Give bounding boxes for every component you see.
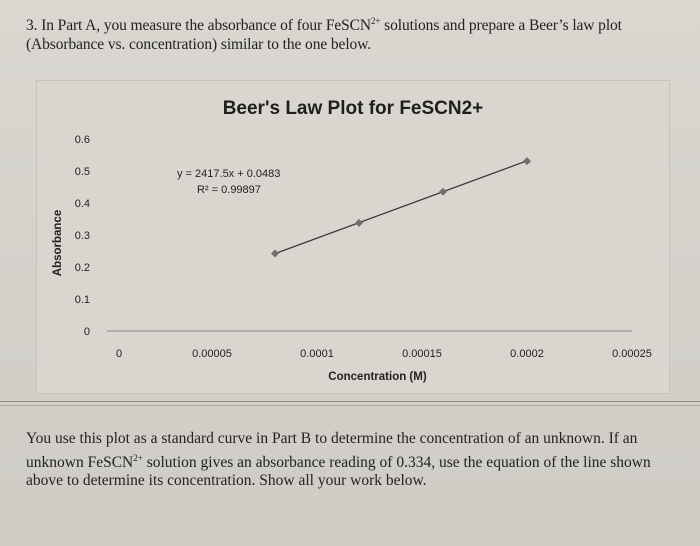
x-tick-label: 0.0002 <box>510 348 544 360</box>
data-point-marker <box>523 157 531 165</box>
answer-line1: You use this plot as a standard curve in Part B to determine the concentration of an unknown. <box>26 430 605 447</box>
x-tick-label: 0 <box>115 348 123 360</box>
question-superscript: 2+ <box>371 16 381 26</box>
trendline <box>275 161 527 254</box>
question-text <box>26 12 686 54</box>
data-point-marker <box>355 219 363 227</box>
data-point-marker <box>271 250 279 258</box>
y-tick-label: 0 <box>83 326 90 338</box>
y-axis-label: Absorbance <box>52 209 64 277</box>
divider-top <box>0 401 700 402</box>
question-suffix: solutions and prepare a Beer’s law plot (Absorbance vs. concentration) similar to the one below. <box>26 17 622 53</box>
chart-title: Beer's Law Plot for FeSCN2+ <box>222 98 484 119</box>
y-tick-label: 0.4 <box>74 198 90 210</box>
x-tick-label: 0.00015 <box>402 348 442 360</box>
question-prefix: 3. In Part A, you measure the absorbance of four FeSCN <box>26 17 371 34</box>
x-tick-label: 0.0001 <box>300 348 334 360</box>
y-tick-label: 0.1 <box>74 294 90 306</box>
y-tick-label: 0.3 <box>74 230 90 242</box>
x-axis-label: Concentration (M) <box>328 371 427 383</box>
data-point-marker <box>439 188 447 196</box>
answer-line2-prefix: If an unknown FeSCN <box>26 430 638 471</box>
y-tick-label: 0.5 <box>74 166 90 178</box>
answer-prompt <box>26 430 691 491</box>
x-tick-labels <box>116 348 652 360</box>
answer-line2-suffix: solution gives an absorbance reading of 0.334, use the equation of the line shown above to determine its concentration. Show all your work below. <box>26 453 651 489</box>
y-tick-label: 0.6 <box>74 134 90 146</box>
beers-law-chart <box>36 80 670 394</box>
y-tick-label: 0.2 <box>74 262 90 274</box>
x-tick-label: 0.00025 <box>612 348 652 360</box>
answer-superscript: 2+ <box>133 452 143 463</box>
x-tick-label: 0.00005 <box>192 348 232 360</box>
chart-svg <box>37 81 669 393</box>
r-squared-value: R² = 0.99897 <box>197 184 261 196</box>
y-tick-labels <box>75 134 90 338</box>
divider-bottom <box>0 405 700 406</box>
trendline-equation: y = 2417.5x + 0.0483 <box>177 168 281 180</box>
